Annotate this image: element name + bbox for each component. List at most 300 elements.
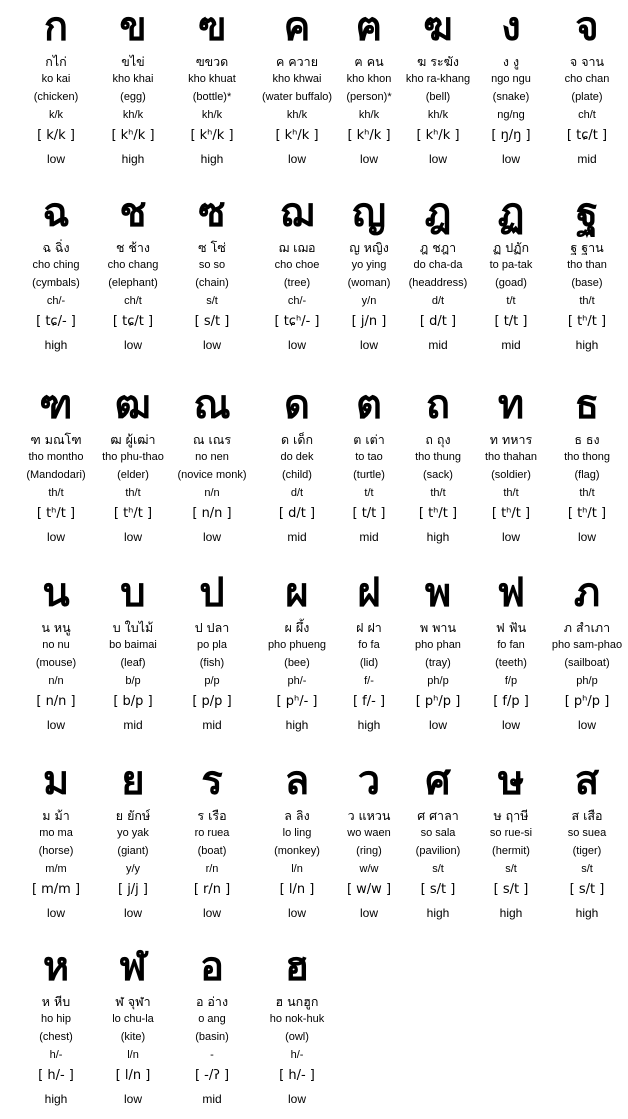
tone-class: low bbox=[359, 152, 378, 166]
transliteration: ph/p bbox=[427, 675, 449, 687]
consonant-cell bbox=[17, 758, 95, 922]
ipa-transcription: [ kʰ/k ] bbox=[347, 128, 391, 143]
thai-name: ส เสือ bbox=[571, 808, 603, 823]
ipa-transcription: [ n/n ] bbox=[36, 694, 76, 709]
tone-class: low bbox=[428, 718, 447, 732]
thai-name: ค ควาย bbox=[275, 54, 319, 69]
consonant-letter: ฮ bbox=[284, 944, 310, 990]
romanized-name: po pla bbox=[197, 639, 227, 651]
ipa-transcription: [ t/t ] bbox=[352, 506, 386, 521]
romanized-name: ho nok-huk bbox=[269, 1013, 325, 1025]
tone-class: low bbox=[202, 906, 221, 920]
romanized-name: kho khuat bbox=[188, 73, 236, 85]
romanized-name: ngo ngu bbox=[491, 73, 531, 85]
consonant-letter: ร bbox=[201, 758, 223, 804]
consonant-cell bbox=[258, 570, 336, 734]
romanized-name: kho khon bbox=[346, 73, 392, 85]
ipa-transcription: [ tʰ/t ] bbox=[36, 506, 76, 521]
transliteration: r/n bbox=[205, 863, 219, 875]
thai-name: ด เด็ก bbox=[280, 432, 314, 447]
tone-class: low bbox=[46, 152, 65, 166]
consonant-cell bbox=[173, 570, 251, 734]
transliteration: th/t bbox=[48, 487, 64, 499]
ipa-transcription: [ tʰ/t ] bbox=[567, 506, 607, 521]
ipa-transcription: [ h/- ] bbox=[38, 1068, 74, 1083]
transliteration: y/y bbox=[125, 863, 141, 875]
english-gloss: (pavilion) bbox=[415, 845, 461, 857]
thai-name: ล ลิง bbox=[284, 808, 310, 823]
consonant-letter: ฎ bbox=[424, 190, 452, 236]
transliteration: n/n bbox=[48, 675, 64, 687]
english-gloss: (chain) bbox=[195, 277, 229, 289]
transliteration: th/t bbox=[579, 487, 595, 499]
english-gloss: (basin) bbox=[195, 1031, 229, 1043]
consonant-letter: ท bbox=[497, 382, 525, 428]
romanized-name: bo baimai bbox=[109, 639, 157, 651]
tone-class: mid bbox=[359, 530, 379, 544]
transliteration: th/t bbox=[430, 487, 446, 499]
english-gloss: (tiger) bbox=[572, 845, 602, 857]
consonant-cell bbox=[330, 758, 408, 922]
transliteration: ph/- bbox=[287, 675, 307, 687]
consonant-cell bbox=[548, 382, 626, 546]
thai-name: ฌ เฌอ bbox=[278, 240, 316, 255]
consonant-cell bbox=[94, 190, 172, 354]
ipa-transcription: [ pʰ/- ] bbox=[276, 694, 318, 709]
consonant-cell bbox=[399, 382, 477, 546]
english-gloss: (chicken) bbox=[33, 91, 79, 103]
english-gloss: (base) bbox=[571, 277, 603, 289]
transliteration: l/n bbox=[291, 863, 303, 875]
transliteration: b/p bbox=[125, 675, 141, 687]
consonant-letter: ห bbox=[42, 944, 70, 990]
consonant-cell bbox=[17, 190, 95, 354]
romanized-name: to pa-tak bbox=[489, 259, 533, 271]
consonant-cell bbox=[472, 758, 550, 922]
transliteration: kh/k bbox=[427, 109, 449, 121]
romanized-name: cho chan bbox=[564, 73, 610, 85]
english-gloss: (teeth) bbox=[495, 657, 527, 669]
romanized-name: do dek bbox=[280, 451, 314, 463]
consonant-letter: ณ bbox=[193, 382, 231, 428]
consonant-letter: ฬ bbox=[119, 944, 147, 990]
ipa-transcription: [ w/w ] bbox=[346, 882, 392, 897]
consonant-letter: ฌ bbox=[279, 190, 315, 236]
thai-name: บ ใบไม้ bbox=[112, 620, 154, 635]
tone-class: low bbox=[202, 338, 221, 352]
tone-class: mid bbox=[287, 530, 307, 544]
ipa-transcription: [ tɕʰ/- ] bbox=[274, 314, 320, 329]
romanized-name: kho khwai bbox=[272, 73, 322, 85]
consonant-letter: ง bbox=[501, 4, 521, 50]
thai-name: ฎ ชฎา bbox=[419, 240, 457, 255]
english-gloss: (kite) bbox=[120, 1031, 146, 1043]
english-gloss: (bottle)* bbox=[192, 91, 232, 103]
thai-name: ษ ฤาษี bbox=[493, 808, 529, 823]
consonant-cell bbox=[173, 382, 251, 546]
tone-class: low bbox=[501, 152, 520, 166]
romanized-name: cho chang bbox=[107, 259, 159, 271]
consonant-cell bbox=[548, 190, 626, 354]
ipa-transcription: [ kʰ/k ] bbox=[190, 128, 234, 143]
consonant-letter: ว bbox=[357, 758, 381, 804]
tone-class: low bbox=[46, 718, 65, 732]
consonant-letter: ษ bbox=[497, 758, 525, 804]
romanized-name: so suea bbox=[567, 827, 607, 839]
transliteration: h/- bbox=[49, 1049, 63, 1061]
romanized-name: ro ruea bbox=[194, 827, 230, 839]
ipa-transcription: [ pʰ/p ] bbox=[564, 694, 610, 709]
thai-name: ฒ ผู้เฒ่า bbox=[110, 432, 156, 447]
ipa-transcription: [ s/t ] bbox=[493, 882, 529, 897]
tone-class: high bbox=[44, 338, 68, 352]
ipa-transcription: [ kʰ/k ] bbox=[275, 128, 319, 143]
english-gloss: (headdress) bbox=[408, 277, 468, 289]
thai-name: ศ ศาลา bbox=[417, 808, 459, 823]
transliteration: f/- bbox=[364, 675, 374, 687]
ipa-transcription: [ b/p ] bbox=[113, 694, 153, 709]
ipa-transcription: [ tʰ/t ] bbox=[113, 506, 153, 521]
consonant-letter: ต bbox=[356, 382, 382, 428]
consonant-letter: ญ bbox=[351, 190, 387, 236]
consonant-cell bbox=[258, 944, 336, 1108]
consonant-cell bbox=[94, 570, 172, 734]
thai-name: ขไข่ bbox=[121, 54, 145, 69]
consonant-cell bbox=[94, 382, 172, 546]
consonant-letter: อ bbox=[199, 944, 225, 990]
thai-name: กไก่ bbox=[45, 54, 67, 69]
romanized-name: pho phan bbox=[415, 639, 461, 651]
romanized-name: tho thahan bbox=[485, 451, 537, 463]
thai-name: พ พาน bbox=[419, 620, 457, 635]
thai-name: จ จาน bbox=[569, 54, 605, 69]
tone-class: low bbox=[287, 906, 306, 920]
tone-class: low bbox=[577, 718, 596, 732]
consonant-cell bbox=[173, 190, 251, 354]
consonant-letter: ม bbox=[42, 758, 70, 804]
english-gloss: (owl) bbox=[285, 1031, 309, 1043]
romanized-name: pho phueng bbox=[267, 639, 327, 651]
consonant-letter: ป bbox=[199, 570, 225, 616]
english-gloss: (soldier) bbox=[491, 469, 531, 481]
ipa-transcription: [ l/n ] bbox=[115, 1068, 151, 1083]
thai-name: ท ทหาร bbox=[489, 432, 533, 447]
romanized-name: kho ra-khang bbox=[405, 73, 471, 85]
english-gloss: (elder) bbox=[117, 469, 149, 481]
consonant-letter: ผ bbox=[285, 570, 309, 616]
transliteration: s/t bbox=[206, 295, 218, 307]
english-gloss: (child) bbox=[282, 469, 312, 481]
consonant-cell bbox=[548, 758, 626, 922]
transliteration: d/t bbox=[290, 487, 304, 499]
tone-class: low bbox=[287, 152, 306, 166]
transliteration: ch/- bbox=[287, 295, 307, 307]
english-gloss: (bell) bbox=[425, 91, 451, 103]
transliteration: th/t bbox=[125, 487, 141, 499]
thai-name: ซ โซ่ bbox=[198, 240, 226, 255]
consonant-letter: ถ bbox=[425, 382, 451, 428]
transliteration: s/t bbox=[432, 863, 444, 875]
romanized-name: ko kai bbox=[41, 73, 71, 85]
thai-name: ฅ คน bbox=[354, 54, 384, 69]
transliteration: ch/- bbox=[46, 295, 66, 307]
english-gloss: (horse) bbox=[38, 845, 74, 857]
english-gloss: (egg) bbox=[120, 91, 146, 103]
english-gloss: (giant) bbox=[117, 845, 149, 857]
ipa-transcription: [ s/t ] bbox=[569, 882, 605, 897]
thai-name: ป ปลา bbox=[194, 620, 230, 635]
consonant-letter: ค bbox=[283, 4, 311, 50]
consonant-letter: ฅ bbox=[355, 4, 383, 50]
thai-name: ธ ธง bbox=[574, 432, 600, 447]
tone-class: low bbox=[123, 1092, 142, 1106]
thai-name: ว แหวน bbox=[347, 808, 391, 823]
consonant-cell bbox=[330, 4, 408, 168]
consonant-cell bbox=[472, 570, 550, 734]
consonant-cell bbox=[548, 570, 626, 734]
consonant-cell bbox=[173, 944, 251, 1108]
ipa-transcription: [ tɕ/t ] bbox=[566, 128, 608, 143]
tone-class: high bbox=[200, 152, 224, 166]
consonant-letter: ช bbox=[119, 190, 147, 236]
consonant-cell bbox=[173, 4, 251, 168]
consonant-letter: ข bbox=[119, 4, 147, 50]
transliteration: ph/p bbox=[576, 675, 598, 687]
romanized-name: kho khai bbox=[112, 73, 154, 85]
thai-name: ถ ถุง bbox=[425, 432, 451, 447]
consonant-cell bbox=[399, 4, 477, 168]
english-gloss: (tree) bbox=[283, 277, 311, 289]
romanized-name: o ang bbox=[198, 1013, 226, 1025]
consonant-letter: จ bbox=[575, 4, 599, 50]
ipa-transcription: [ -/ʔ ] bbox=[194, 1068, 230, 1083]
transliteration: ng/ng bbox=[497, 109, 525, 121]
ipa-transcription: [ l/n ] bbox=[279, 882, 315, 897]
romanized-name: fo fan bbox=[497, 639, 525, 651]
transliteration: t/t bbox=[364, 487, 374, 499]
english-gloss: (novice monk) bbox=[177, 469, 247, 481]
consonant-cell bbox=[330, 382, 408, 546]
tone-class: high bbox=[575, 338, 599, 352]
consonant-cell bbox=[258, 190, 336, 354]
thai-name: ฮ นกฮูก bbox=[275, 994, 319, 1009]
consonant-cell bbox=[330, 190, 408, 354]
thai-name: น หนู bbox=[41, 620, 71, 635]
ipa-transcription: [ d/t ] bbox=[419, 314, 457, 329]
english-gloss: (elephant) bbox=[108, 277, 158, 289]
transliteration: s/t bbox=[581, 863, 593, 875]
ipa-transcription: [ s/t ] bbox=[194, 314, 230, 329]
transliteration: ch/t bbox=[578, 109, 596, 121]
consonant-cell bbox=[94, 758, 172, 922]
tone-class: low bbox=[123, 530, 142, 544]
romanized-name: mo ma bbox=[39, 827, 73, 839]
consonant-cell bbox=[399, 758, 477, 922]
consonant-letter: ฝ bbox=[357, 570, 381, 616]
tone-class: high bbox=[426, 530, 450, 544]
consonant-letter: พ bbox=[424, 570, 452, 616]
english-gloss: (cymbals) bbox=[32, 277, 80, 289]
transliteration: w/w bbox=[359, 863, 379, 875]
consonant-cell bbox=[258, 382, 336, 546]
english-gloss: (monkey) bbox=[274, 845, 320, 857]
tone-class: low bbox=[123, 906, 142, 920]
english-gloss: (person)* bbox=[346, 91, 392, 103]
thai-name: ช ช้าง bbox=[115, 240, 151, 255]
consonant-letter: ฃ bbox=[197, 4, 227, 50]
romanized-name: tho phu-thao bbox=[102, 451, 164, 463]
english-gloss: (sack) bbox=[423, 469, 453, 481]
english-gloss: (snake) bbox=[492, 91, 530, 103]
tone-class: low bbox=[202, 530, 221, 544]
consonant-cell bbox=[472, 382, 550, 546]
ipa-transcription: [ r/n ] bbox=[193, 882, 231, 897]
consonant-cell bbox=[548, 4, 626, 168]
transliteration: d/t bbox=[431, 295, 445, 307]
consonant-letter: ฆ bbox=[423, 4, 453, 50]
romanized-name: no nen bbox=[195, 451, 229, 463]
consonant-letter: ฏ bbox=[497, 190, 525, 236]
english-gloss: (chest) bbox=[39, 1031, 73, 1043]
tone-class: low bbox=[577, 530, 596, 544]
ipa-transcription: [ tɕ/- ] bbox=[36, 314, 76, 329]
english-gloss: (leaf) bbox=[120, 657, 146, 669]
english-gloss: (mouse) bbox=[35, 657, 77, 669]
english-gloss: (fish) bbox=[199, 657, 225, 669]
ipa-transcription: [ tʰ/t ] bbox=[567, 314, 607, 329]
transliteration: th/t bbox=[503, 487, 519, 499]
tone-class: mid bbox=[428, 338, 448, 352]
transliteration: l/n bbox=[127, 1049, 139, 1061]
thai-name: ภ สำเภา bbox=[563, 620, 611, 635]
romanized-name: so sala bbox=[420, 827, 456, 839]
english-gloss: (Mandodari) bbox=[26, 469, 86, 481]
tone-class: low bbox=[287, 1092, 306, 1106]
consonant-letter: ศ bbox=[425, 758, 451, 804]
consonant-letter: ส bbox=[574, 758, 600, 804]
thai-name: ผ ผึ้ง bbox=[284, 620, 310, 635]
ipa-transcription: [ m/m ] bbox=[31, 882, 81, 897]
consonant-letter: น bbox=[42, 570, 70, 616]
english-gloss: (woman) bbox=[347, 277, 391, 289]
ipa-transcription: [ t/t ] bbox=[494, 314, 528, 329]
consonant-cell bbox=[173, 758, 251, 922]
romanized-name: tho than bbox=[567, 259, 607, 271]
ipa-transcription: [ j/n ] bbox=[351, 314, 387, 329]
thai-name: ต เต่า bbox=[353, 432, 385, 447]
thai-name: ย ยักษ์ bbox=[115, 808, 151, 823]
tone-class: high bbox=[426, 906, 450, 920]
ipa-transcription: [ kʰ/k ] bbox=[111, 128, 155, 143]
english-gloss: (bee) bbox=[284, 657, 310, 669]
tone-class: low bbox=[123, 338, 142, 352]
consonant-cell bbox=[17, 570, 95, 734]
transliteration: m/m bbox=[45, 863, 67, 875]
thai-name: ฐ ฐาน bbox=[570, 240, 604, 255]
consonant-letter: ฒ bbox=[114, 382, 152, 428]
tone-class: high bbox=[285, 718, 309, 732]
consonant-letter: ด bbox=[284, 382, 310, 428]
transliteration: k/k bbox=[48, 109, 64, 121]
tone-class: low bbox=[359, 906, 378, 920]
transliteration: f/p bbox=[504, 675, 518, 687]
english-gloss: (flag) bbox=[574, 469, 600, 481]
romanized-name: so rue-si bbox=[489, 827, 533, 839]
romanized-name: fo fa bbox=[358, 639, 380, 651]
ipa-transcription: [ kʰ/k ] bbox=[416, 128, 460, 143]
consonant-letter: ก bbox=[43, 4, 69, 50]
tone-class: high bbox=[499, 906, 523, 920]
thai-name: ฃขวด bbox=[195, 54, 229, 69]
consonant-letter: ฑ bbox=[39, 382, 73, 428]
consonant-letter: ฉ bbox=[42, 190, 70, 236]
consonant-cell bbox=[258, 758, 336, 922]
tone-class: low bbox=[46, 530, 65, 544]
consonant-cell bbox=[94, 4, 172, 168]
transliteration: th/t bbox=[579, 295, 595, 307]
thai-name: ฆ ระฆัง bbox=[416, 54, 460, 69]
ipa-transcription: [ ŋ/ŋ ] bbox=[491, 128, 531, 143]
english-gloss: (turtle) bbox=[353, 469, 385, 481]
thai-name: ฬ จุฬา bbox=[115, 994, 151, 1009]
consonant-letter: ภ bbox=[573, 570, 601, 616]
romanized-name: tho montho bbox=[28, 451, 84, 463]
romanized-name: ho hip bbox=[41, 1013, 71, 1025]
consonant-letter: ธ bbox=[574, 382, 600, 428]
romanized-name: to tao bbox=[355, 451, 383, 463]
transliteration: n/n bbox=[204, 487, 220, 499]
transliteration: kh/k bbox=[286, 109, 308, 121]
ipa-transcription: [ tɕ/t ] bbox=[112, 314, 154, 329]
transliteration: s/t bbox=[505, 863, 517, 875]
thai-name: ฉ ฉิ่ง bbox=[42, 240, 70, 255]
transliteration: p/p bbox=[204, 675, 220, 687]
ipa-transcription: [ f/- ] bbox=[352, 694, 386, 709]
tone-class: low bbox=[501, 530, 520, 544]
consonant-cell bbox=[330, 570, 408, 734]
romanized-name: lo ling bbox=[282, 827, 312, 839]
english-gloss: (boat) bbox=[197, 845, 227, 857]
thai-name: อ อ่าง bbox=[195, 994, 229, 1009]
romanized-name: tho thung bbox=[415, 451, 461, 463]
consonant-cell bbox=[472, 4, 550, 168]
tone-class: low bbox=[46, 906, 65, 920]
thai-name: ญ หญิง bbox=[349, 240, 389, 255]
romanized-name: pho sam-phao bbox=[551, 639, 623, 651]
ipa-transcription: [ p/p ] bbox=[192, 694, 232, 709]
tone-class: mid bbox=[202, 718, 222, 732]
tone-class: mid bbox=[123, 718, 143, 732]
transliteration: kh/k bbox=[358, 109, 380, 121]
consonant-letter: ล bbox=[284, 758, 310, 804]
ipa-transcription: [ n/n ] bbox=[192, 506, 232, 521]
romanized-name: no nu bbox=[42, 639, 70, 651]
transliteration: kh/k bbox=[122, 109, 144, 121]
romanized-name: do cha-da bbox=[413, 259, 463, 271]
consonant-cell bbox=[472, 190, 550, 354]
tone-class: mid bbox=[501, 338, 521, 352]
ipa-transcription: [ tʰ/t ] bbox=[491, 506, 531, 521]
transliteration: kh/k bbox=[201, 109, 223, 121]
transliteration: h/- bbox=[290, 1049, 304, 1061]
thai-name: ม ม้า bbox=[42, 808, 70, 823]
english-gloss: (water buffalo) bbox=[261, 91, 333, 103]
tone-class: high bbox=[575, 906, 599, 920]
consonant-letter: ฟ bbox=[496, 570, 526, 616]
consonant-cell bbox=[399, 570, 477, 734]
tone-class: low bbox=[359, 338, 378, 352]
transliteration: y/n bbox=[361, 295, 377, 307]
